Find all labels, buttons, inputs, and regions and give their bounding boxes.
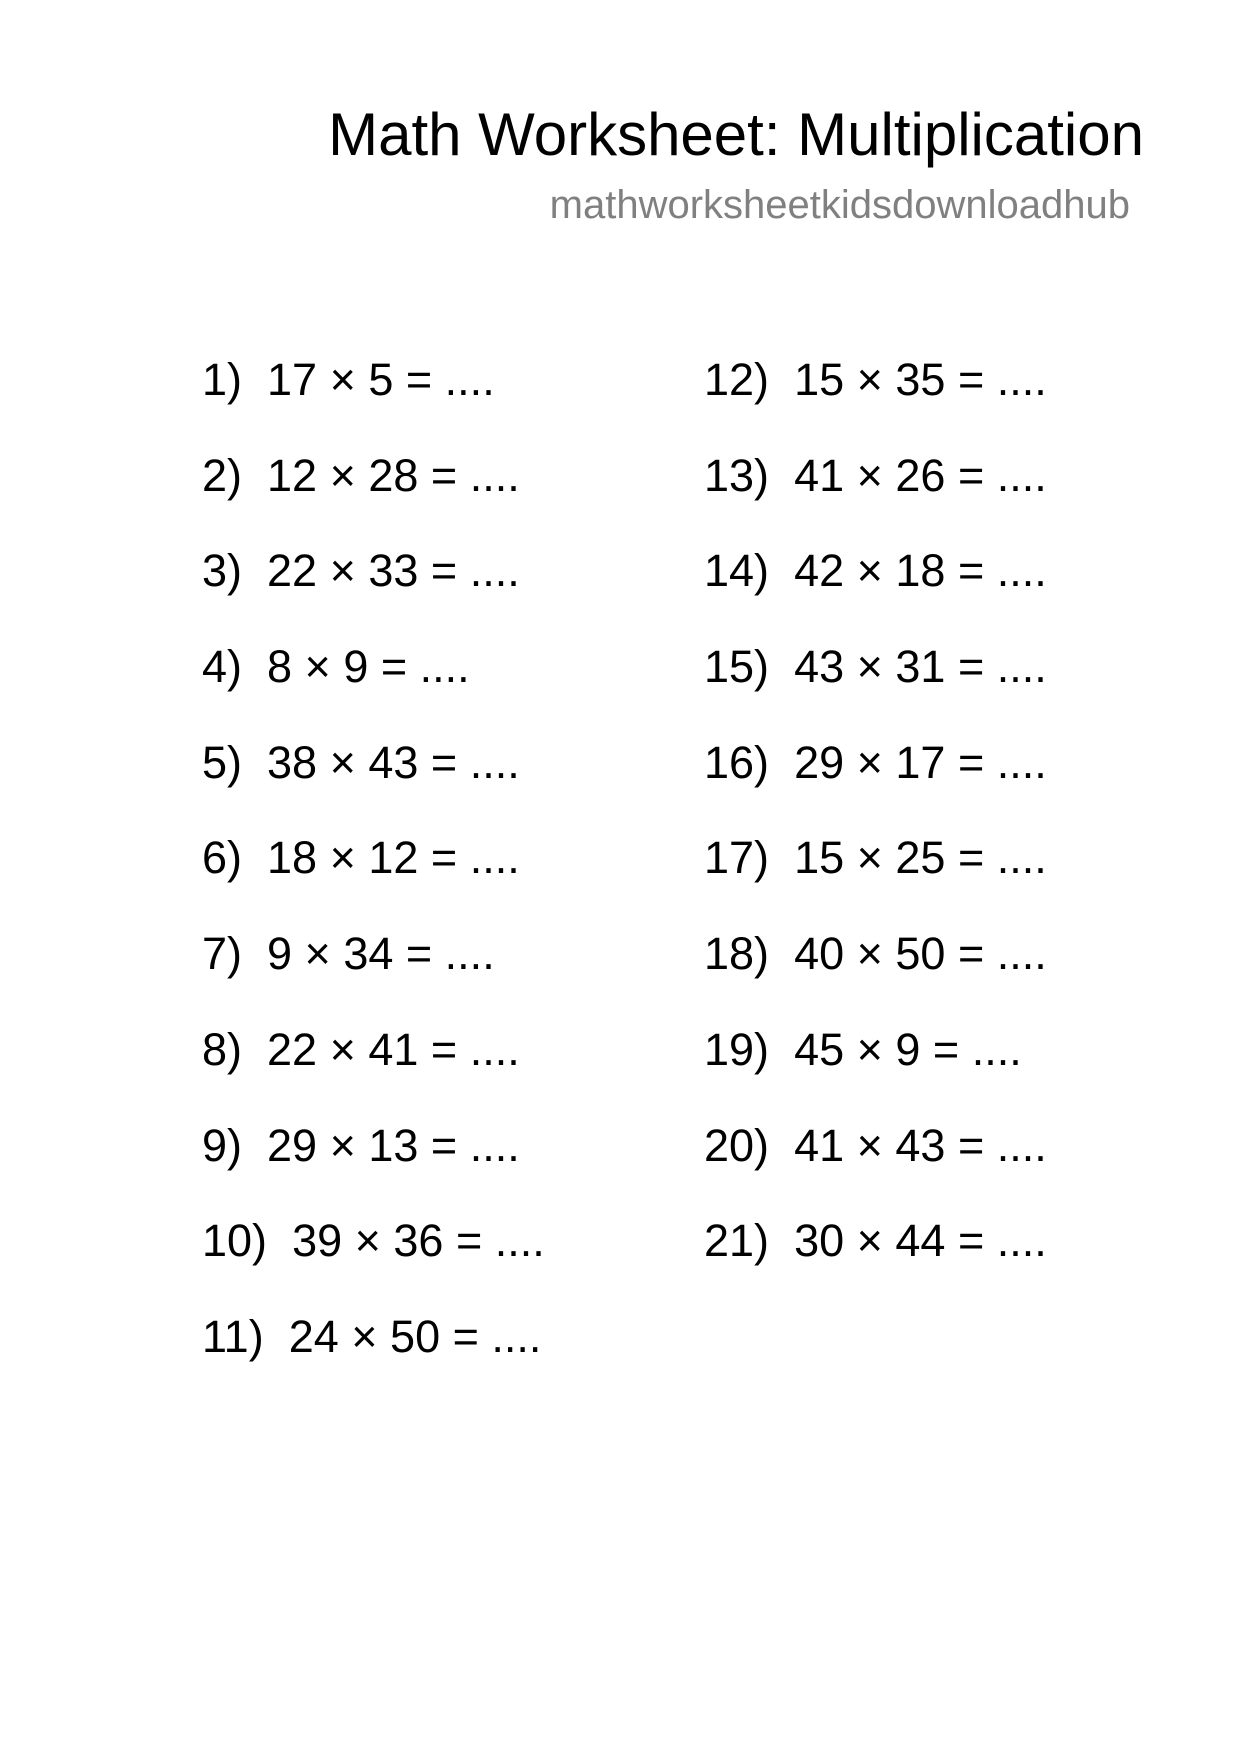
- problem-expression: 41 × 26 = ....: [794, 449, 1047, 501]
- problem-expression: 18 × 12 = ....: [267, 832, 520, 884]
- problem-expression: 22 × 41 = ....: [267, 1023, 520, 1075]
- problem-number: 6): [202, 832, 243, 884]
- problem-item: [704, 735, 1047, 831]
- problem-expression: 12 × 28 = ....: [267, 449, 520, 501]
- problem-item: [202, 1118, 545, 1214]
- problem-number: 4): [202, 641, 243, 693]
- problems-column-left: [202, 352, 545, 1405]
- problem-item: [202, 735, 545, 831]
- problem-expression: 29 × 13 = ....: [267, 1119, 520, 1171]
- problem-number: 17): [704, 832, 770, 884]
- problem-number: 16): [704, 736, 770, 788]
- problem-item: [704, 830, 1047, 926]
- problem-number: 3): [202, 545, 243, 597]
- problem-item: [704, 543, 1047, 639]
- problem-expression: 9 × 34 = ....: [267, 928, 495, 980]
- problem-item: [704, 448, 1047, 544]
- problem-number: 15): [704, 641, 770, 693]
- problem-item: [202, 1022, 545, 1118]
- problem-expression: 43 × 31 = ....: [794, 641, 1047, 693]
- problem-expression: 22 × 33 = ....: [267, 545, 520, 597]
- problems-column-right: [704, 352, 1047, 1309]
- problem-expression: 45 × 9 = ....: [794, 1023, 1022, 1075]
- problem-item: [202, 352, 545, 448]
- problem-number: 21): [704, 1215, 770, 1267]
- problem-number: 9): [202, 1119, 243, 1171]
- problem-item: [202, 1213, 545, 1309]
- problem-item: [202, 448, 545, 544]
- problem-expression: 24 × 50 = ....: [288, 1310, 542, 1362]
- problem-expression: 40 × 50 = ....: [794, 928, 1047, 980]
- problem-number: 2): [202, 449, 243, 501]
- problem-item: [202, 639, 545, 735]
- problem-item: [704, 1118, 1047, 1214]
- problem-item: [202, 926, 545, 1022]
- problem-item: [202, 1309, 545, 1405]
- problem-number: 8): [202, 1023, 243, 1075]
- problem-number: 13): [704, 449, 770, 501]
- problem-expression: 8 × 9 = ....: [267, 641, 470, 693]
- problem-expression: 17 × 5 = ....: [267, 354, 495, 405]
- problem-item: [704, 639, 1047, 735]
- problem-number: 12): [704, 354, 770, 405]
- problem-expression: 39 × 36 = ....: [292, 1215, 545, 1267]
- problem-expression: 15 × 25 = ....: [794, 832, 1047, 884]
- problem-expression: 30 × 44 = ....: [794, 1215, 1047, 1267]
- problem-item: [704, 1213, 1047, 1309]
- problem-expression: 41 × 43 = ....: [794, 1119, 1047, 1171]
- problem-number: 19): [704, 1023, 770, 1075]
- problem-number: 20): [704, 1119, 770, 1171]
- problem-item: [704, 352, 1047, 448]
- problem-number: 14): [704, 545, 770, 597]
- problem-number: 10): [202, 1215, 268, 1267]
- problem-expression: 42 × 18 = ....: [794, 545, 1047, 597]
- problem-number: 7): [202, 928, 243, 980]
- problem-number: 1): [202, 354, 243, 405]
- problem-expression: 15 × 35 = ....: [794, 354, 1047, 405]
- worksheet-subtitle: mathworksheetkidsdownloadhub: [549, 183, 1130, 227]
- worksheet-title: Math Worksheet: Multiplication: [328, 101, 1144, 168]
- problem-item: [704, 1022, 1047, 1118]
- problem-number: 5): [202, 736, 243, 788]
- problem-item: [202, 543, 545, 639]
- problem-expression: 29 × 17 = ....: [794, 736, 1047, 788]
- problem-expression: 38 × 43 = ....: [267, 736, 520, 788]
- problem-item: [202, 830, 545, 926]
- problem-number: 11): [202, 1310, 264, 1362]
- problem-number: 18): [704, 928, 770, 980]
- problem-item: [704, 926, 1047, 1022]
